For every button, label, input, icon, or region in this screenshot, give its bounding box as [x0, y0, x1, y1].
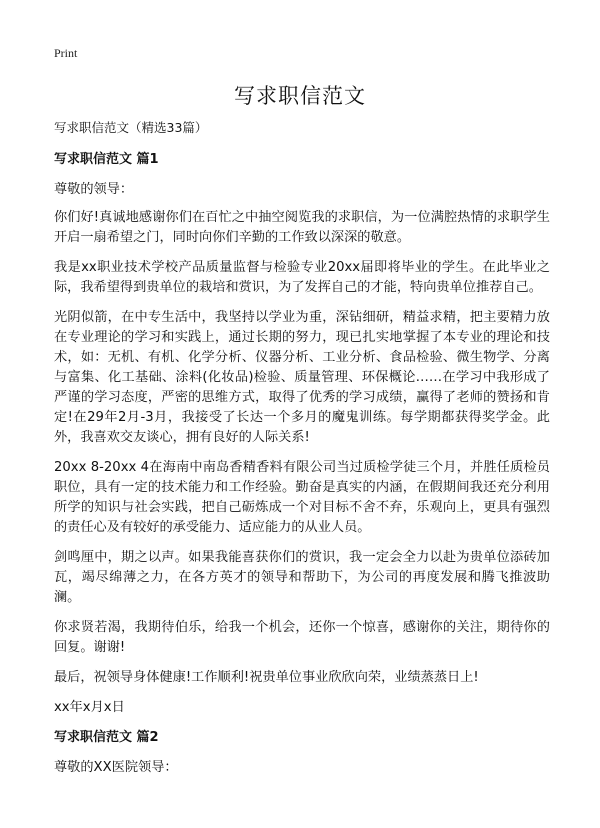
salutation: 尊敬的XX医院领导： — [54, 760, 178, 775]
section-heading-2: 写求职信范文 篇2 — [54, 730, 159, 745]
page-title: 写求职信范文 — [234, 84, 366, 108]
print-link[interactable]: Print — [54, 46, 78, 60]
body-paragraph: 剑鸣厘中，期之以声。如果我能喜获你们的赏识，我一定会全力以赴为贵单位添砖加瓦，竭尽绵薄之力，在各方英才的领导和帮助下，为公司的再度发展和腾飞推波助澜。 — [54, 550, 550, 605]
section-heading-1: 写求职信范文 篇1 — [54, 152, 159, 167]
body-paragraph: 你们好!真诚地感谢你们在百忙之中抽空阅览我的求职信，为一位满腔热情的求职学生开启一扇希望之门，同时向你们辛勤的工作致以深深的敬意。 — [54, 210, 550, 245]
body-paragraph: 光阴似箭，在中专生活中，我坚持以学业为重，深钻细研，精益求精，把主要精力放在专业理论的学习和实践上，通过长期的努力，现已扎实地掌握了本专业的理论和技术，如：无机、有机、化学分析、仪器分析、工业分析、食品检验、微生物学、分离与富集、化工基础、涂料(化妆品)检验、质量管理、环保概论……在学习中我形成了严谨的学习态度，严密的思维方式，取得了优秀的学习成绩，赢得了老师的赞扬和肯定!在29年2月-3月，我接受了长达一个多月的魔鬼训练。每学期都获得奖学金。此外，我喜欢交友谈心，拥有良好的人际关系! — [54, 310, 550, 445]
closing-paragraph: 最后，祝领导身体健康!工作顺利!祝贵单位事业欣欣向荣，业绩蒸蒸日上! — [54, 670, 479, 685]
document-subtitle: 写求职信范文（精选33篇） — [54, 120, 208, 135]
letter-date: xx年x月x日 — [54, 700, 125, 715]
body-paragraph: 我是xx职业技术学校产品质量监督与检验专业20xx届即将毕业的学生。在此毕业之际，我希望得到贵单位的栽培和赏识，为了发挥自己的才能，特向贵单位推荐自己。 — [54, 260, 550, 295]
body-paragraph: 20xx 8-20xx 4在海南中南岛香精香料有限公司当过质检学徒三个月，并胜任质检员职位，具有一定的技术能力和工作经验。勤奋是真实的内涵，在假期间我还充分利用所学的知识与社会实践，把自己砺炼成一个对目标不舍不弃，乐观向上，更具有强烈的责任心及有较好的承受能力、适应能力的从业人员。 — [54, 460, 550, 535]
body-paragraph: 你求贤若渴，我期待伯乐，给我一个机会，还你一个惊喜，感谢你的关注，期待你的回复。谢谢! — [54, 620, 550, 655]
document-body — [54, 118, 550, 786]
salutation: 尊敬的领导： — [54, 182, 134, 197]
